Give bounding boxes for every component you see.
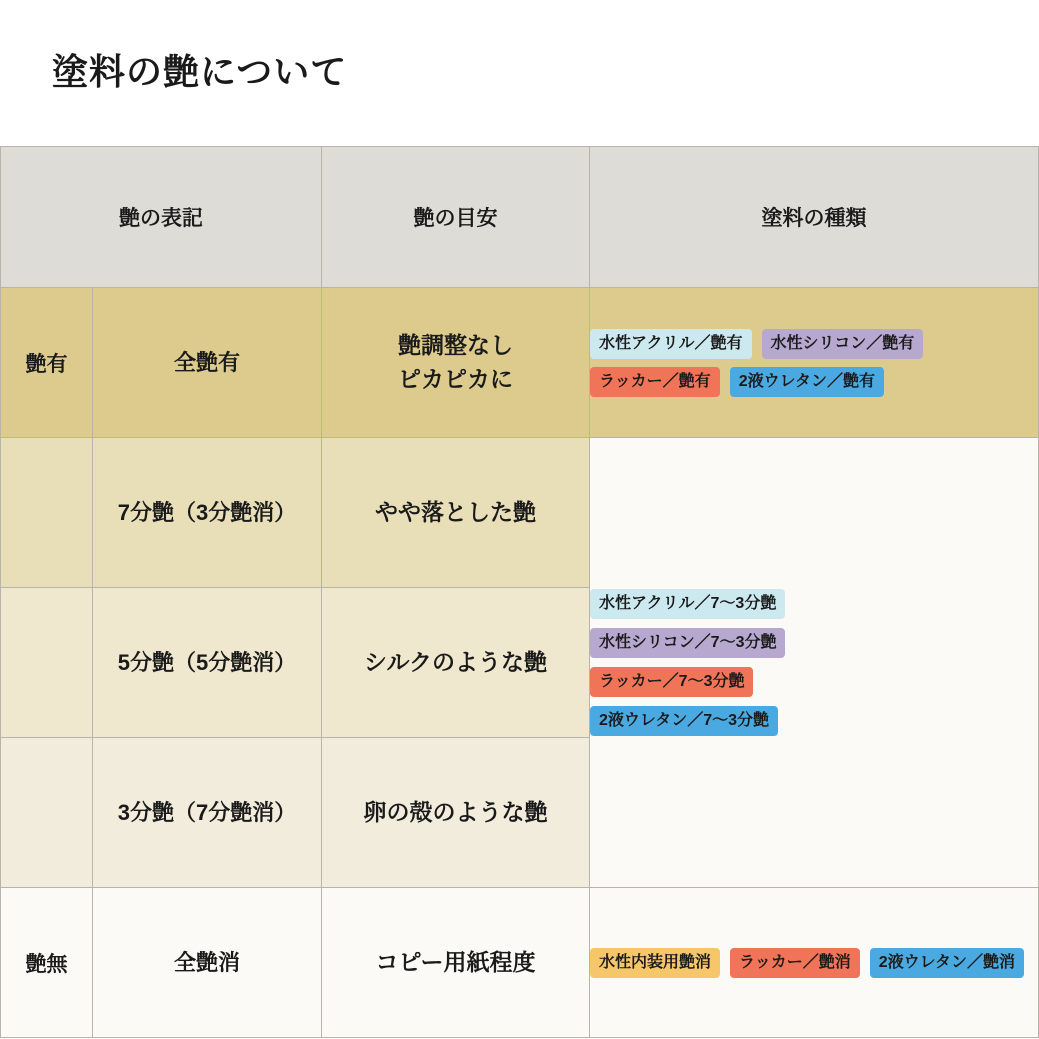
gloss-table <box>0 146 1039 1038</box>
paint-tag: ラッカー／7〜3分艶 <box>590 667 753 697</box>
table-row <box>1 288 1039 438</box>
row-guide <box>322 288 590 438</box>
row-paint-tags <box>590 888 1039 1038</box>
row-paint-tags-middle <box>590 438 1039 888</box>
table-header-row <box>1 147 1039 288</box>
table-header <box>1 147 1039 288</box>
paint-tag: 2液ウレタン／艶有 <box>730 367 884 397</box>
column-header-paint-type: 塗料の種類 <box>590 147 1039 288</box>
column-header-notation: 艶の表記 <box>1 147 322 288</box>
paint-tag: 水性アクリル／艶有 <box>590 329 752 359</box>
paint-tag: 2液ウレタン／7〜3分艶 <box>590 706 778 736</box>
row-guide-line2: ピカピカに <box>398 365 513 392</box>
page-title: 塗料の艶について <box>52 51 348 92</box>
row-notation: 5分艶（5分艶消） <box>93 588 322 738</box>
paint-tag: 2液ウレタン／艶消 <box>870 948 1024 978</box>
row-paint-tags <box>590 288 1039 438</box>
row-group-empty <box>1 588 93 738</box>
paint-tag: 水性内装用艶消 <box>590 948 720 978</box>
row-guide: シルクのような艶 <box>322 588 590 738</box>
row-guide: 卵の殻のような艶 <box>322 738 590 888</box>
row-guide: コピー用紙程度 <box>322 888 590 1038</box>
row-group-empty <box>1 738 93 888</box>
paint-tag: 水性アクリル／7〜3分艶 <box>590 589 785 619</box>
column-header-guide: 艶の目安 <box>322 147 590 288</box>
paint-tag: 水性シリコン／7〜3分艶 <box>590 628 785 658</box>
tag-list <box>590 329 1038 397</box>
row-guide: やや落とした艶 <box>322 438 590 588</box>
row-notation: 3分艶（7分艶消） <box>93 738 322 888</box>
row-group-gloss-on: 艶有 <box>1 288 93 438</box>
tag-list <box>590 948 1038 978</box>
tag-list <box>590 589 1038 736</box>
row-guide-line1: 艶調整なし <box>398 332 513 359</box>
row-group-empty <box>1 438 93 588</box>
row-notation: 全艶有 <box>93 288 322 438</box>
table-row <box>1 438 1039 588</box>
table-body <box>1 288 1039 1038</box>
row-notation: 7分艶（3分艶消） <box>93 438 322 588</box>
table-row <box>1 888 1039 1038</box>
paint-tag: ラッカー／艶有 <box>590 367 720 397</box>
paint-tag: 水性シリコン／艶有 <box>762 329 924 359</box>
row-notation: 全艶消 <box>93 888 322 1038</box>
row-group-gloss-off: 艶無 <box>1 888 93 1038</box>
paint-tag: ラッカー／艶消 <box>730 948 860 978</box>
